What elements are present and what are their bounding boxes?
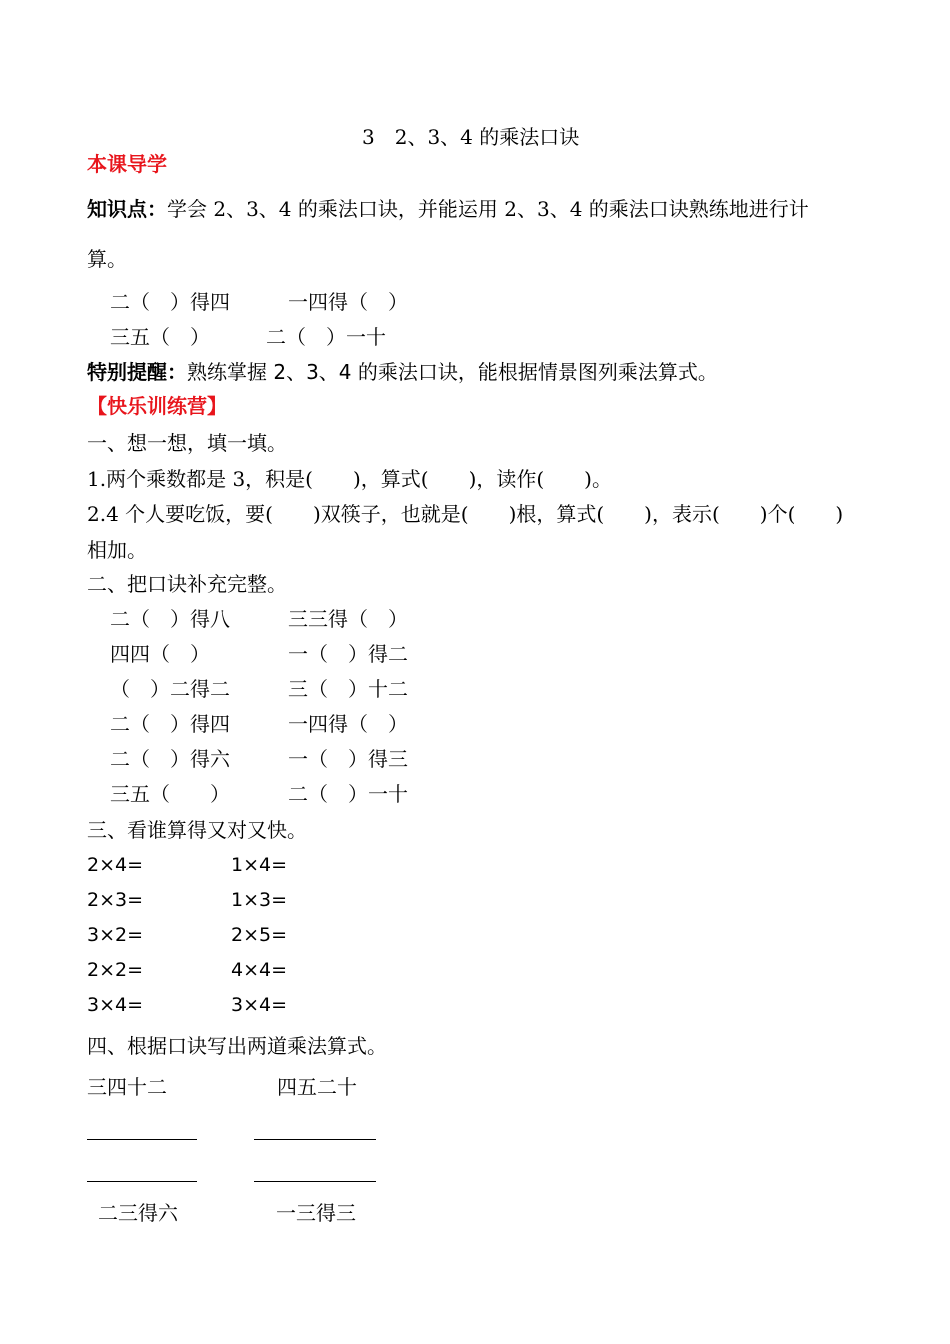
section1-question-2-line-2: 相加。 bbox=[87, 538, 147, 562]
chant-row-3-right: 三（ ）十二 bbox=[288, 677, 408, 701]
reminder-text: 熟练掌握 2、3、4 的乘法口诀，能根据情景图列乘法算式。 bbox=[187, 360, 718, 384]
calc-row-5-left: 3×4= bbox=[87, 994, 144, 1016]
chant-row-4-left: 二（ ）得四 bbox=[110, 712, 230, 736]
intro-row-1-left: 二（ ）得四 bbox=[110, 290, 230, 314]
chant-row-6-left: 三五（ ） bbox=[110, 782, 230, 806]
section3-heading: 三、看谁算得又对又快。 bbox=[87, 818, 307, 842]
chant-row-2-left: 四四（ ） bbox=[110, 642, 210, 666]
answer-line-1b[interactable] bbox=[254, 1139, 376, 1140]
calc-row-4-right: 4×4= bbox=[231, 959, 288, 981]
chant-row-1-left: 二（ ）得八 bbox=[110, 607, 230, 631]
chant-row-2-right: 一（ ）得二 bbox=[288, 642, 408, 666]
intro-row-1-right: 一四得（ ） bbox=[288, 290, 408, 314]
chant-row-4-right: 一四得（ ） bbox=[288, 712, 408, 736]
calc-row-1-right: 1×4= bbox=[231, 854, 288, 876]
answer-line-2b[interactable] bbox=[254, 1181, 376, 1182]
chant-d: 一三得三 bbox=[276, 1201, 356, 1225]
chant-row-1-right: 三三得（ ） bbox=[288, 607, 408, 631]
chant-c: 二三得六 bbox=[98, 1201, 178, 1225]
section1-heading: 一、想一想，填一填。 bbox=[87, 431, 287, 455]
reminder-label: 特别提醒： bbox=[87, 360, 187, 384]
intro-row-2-right: 二（ ）一十 bbox=[266, 325, 386, 349]
chant-row-5-left: 二（ ）得六 bbox=[110, 747, 230, 771]
calc-row-5-right: 3×4= bbox=[231, 994, 288, 1016]
answer-line-2a[interactable] bbox=[87, 1181, 197, 1182]
calc-row-2-left: 2×3= bbox=[87, 889, 144, 911]
intro-row-2-left: 三五（ ） bbox=[110, 325, 210, 349]
chant-row-6-right: 二（ ）一十 bbox=[288, 782, 408, 806]
camp-heading: 【快乐训练营】 bbox=[87, 394, 227, 418]
reminder-line bbox=[87, 362, 718, 382]
knowledge-line-1 bbox=[87, 199, 809, 219]
knowledge-text: 学会 2、3、4 的乘法口诀，并能运用 2、3、4 的乘法口诀熟练地进行计 bbox=[167, 197, 809, 221]
answer-line-1a[interactable] bbox=[87, 1139, 197, 1140]
knowledge-line-2: 算。 bbox=[87, 247, 127, 271]
section2-heading: 二、把口诀补充完整。 bbox=[87, 572, 287, 596]
calc-row-4-left: 2×2= bbox=[87, 959, 144, 981]
chant-row-3-left: （ ）二得二 bbox=[110, 677, 230, 701]
section1-question-2-line-1: 2.4 个人要吃饭，要( )双筷子，也就是( )根，算式( )，表示( )个( ) bbox=[87, 502, 844, 526]
page-title: 3 2、3、4 的乘法口诀 bbox=[362, 125, 580, 149]
chant-a: 三四十二 bbox=[87, 1075, 167, 1099]
calc-row-3-right: 2×5= bbox=[231, 924, 288, 946]
knowledge-label: 知识点： bbox=[87, 197, 167, 221]
calc-row-2-right: 1×3= bbox=[231, 889, 288, 911]
guide-heading: 本课导学 bbox=[87, 152, 167, 176]
chant-b: 四五二十 bbox=[277, 1075, 357, 1099]
calc-row-1-left: 2×4= bbox=[87, 854, 144, 876]
calc-row-3-left: 3×2= bbox=[87, 924, 144, 946]
section4-heading: 四、根据口诀写出两道乘法算式。 bbox=[87, 1034, 387, 1058]
section1-question-1: 1.两个乘数都是 3，积是( )，算式( )，读作( )。 bbox=[87, 467, 612, 491]
chant-row-5-right: 一（ ）得三 bbox=[288, 747, 408, 771]
